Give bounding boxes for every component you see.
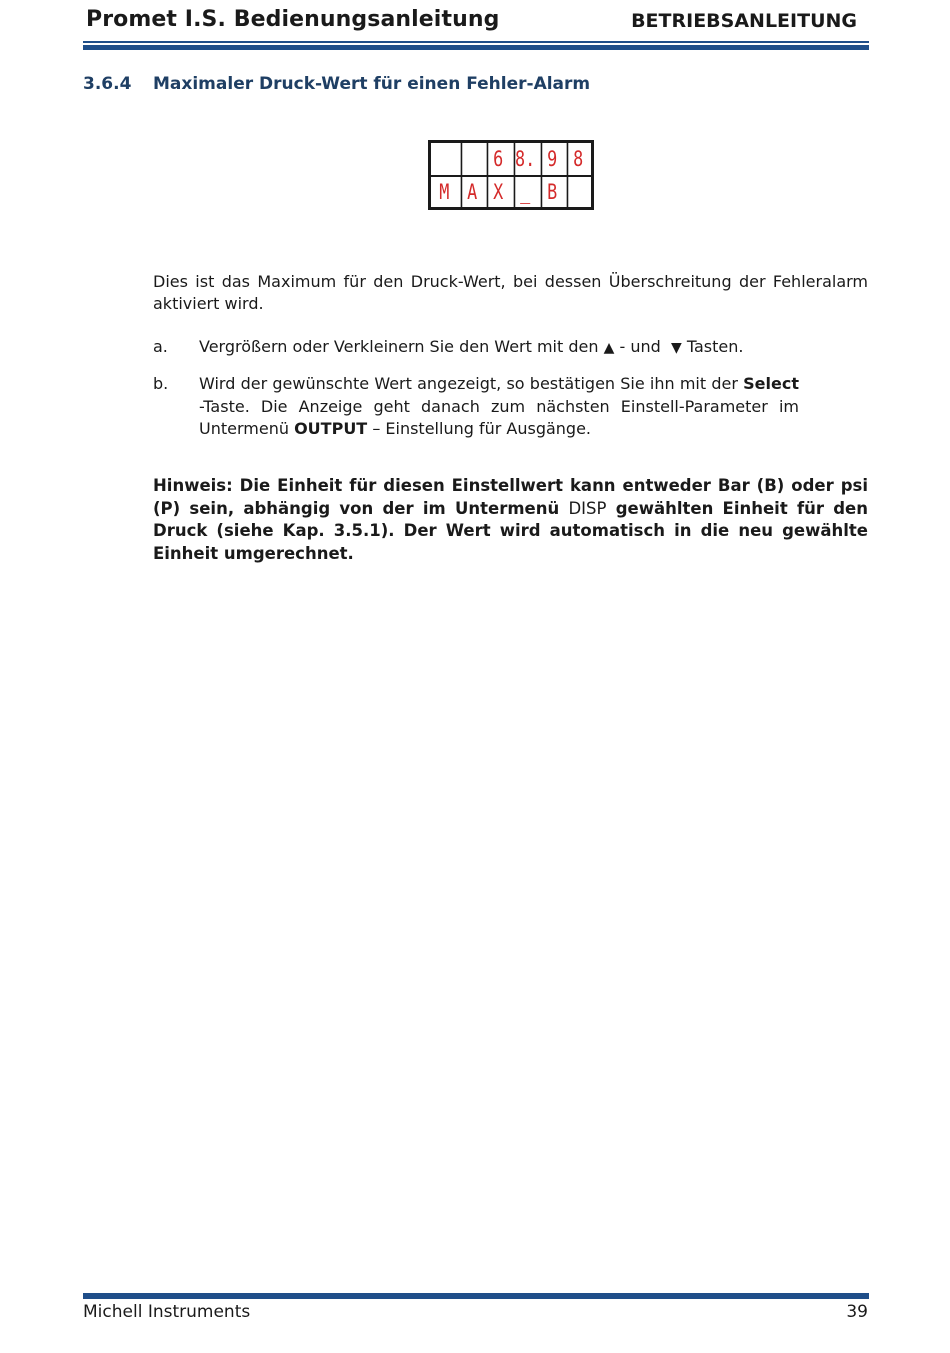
down-arrow-icon: ▼ (670, 340, 682, 356)
section-title: Maximaler Druck-Wert für einen Fehler-Alarm (153, 74, 591, 94)
list-content (199, 373, 799, 441)
lcd-cell (460, 143, 481, 175)
lcd-cell: B (540, 177, 561, 207)
note-text: gewählten Einheit für den Druck (siehe Kap. 3.5.1). Der Wert wird automatisch in die neu gewählte Einheit umgerechnet. (153, 498, 868, 563)
lcd-cell (434, 143, 455, 175)
list-marker: b. (153, 374, 169, 393)
list-marker: a. (153, 337, 168, 356)
lcd-cell: M (439, 180, 450, 204)
select-key-label: Select (743, 374, 799, 393)
lcd-row-label (431, 175, 591, 207)
footer-rule (83, 1293, 869, 1299)
step-text: Tasten. (686, 337, 744, 356)
lcd-cell: 6 (487, 143, 508, 175)
list-item-b (153, 373, 799, 441)
lcd-cell: 9 (540, 143, 561, 175)
step-text: Wird der gewünschte Wert angezeigt, so bestätigen Sie ihn mit der (199, 374, 738, 393)
page-number: 39 (846, 1302, 868, 1322)
note-text: Hinweis: Die Einheit für diesen Einstellwert kann entweder Bar (B) oder psi (P) sein, abhängig von der im Untermenü (153, 476, 868, 518)
output-menu-label: OUTPUT (294, 419, 368, 438)
section-label: BETRIEBSANLEITUNG (631, 10, 857, 32)
disp-menu-label: DISP (568, 498, 607, 518)
header-rule-thin (83, 41, 869, 43)
step-text: – Einstellung für Ausgänge. (372, 419, 592, 438)
note-paragraph (153, 475, 868, 565)
lcd-cell: 8 (567, 143, 588, 175)
lcd-row-value (431, 143, 591, 175)
lcd-display (428, 140, 594, 210)
section-number: 3.6.4 (83, 74, 132, 94)
list-item-a (153, 336, 799, 360)
document-title: Promet I.S. Bedienungsanleitung (86, 7, 500, 32)
header-rule-thick (83, 45, 869, 50)
section-heading (83, 74, 590, 94)
lcd-cell: A (460, 177, 481, 207)
step-text: -Taste. Die Anzeige geht danach zum nächsten Einstell-Parameter im Untermenü (199, 396, 799, 438)
lcd-cell: 8. (514, 143, 535, 175)
up-arrow-icon: ▲ (603, 340, 615, 356)
lcd-cell: X (487, 177, 508, 207)
list-content (199, 336, 799, 360)
footer-company: Michell Instruments (83, 1302, 251, 1322)
step-text: - und (619, 337, 661, 356)
step-text: Vergrößern oder Verkleinern Sie den Wert mit den (199, 337, 599, 356)
lcd-cell (567, 177, 588, 207)
lcd-cell: _ (514, 177, 535, 207)
intro-paragraph: Dies ist das Maximum für den Druck-Wert, bei dessen Überschreitung der Fehleralarm aktiviert wird. (153, 272, 868, 313)
